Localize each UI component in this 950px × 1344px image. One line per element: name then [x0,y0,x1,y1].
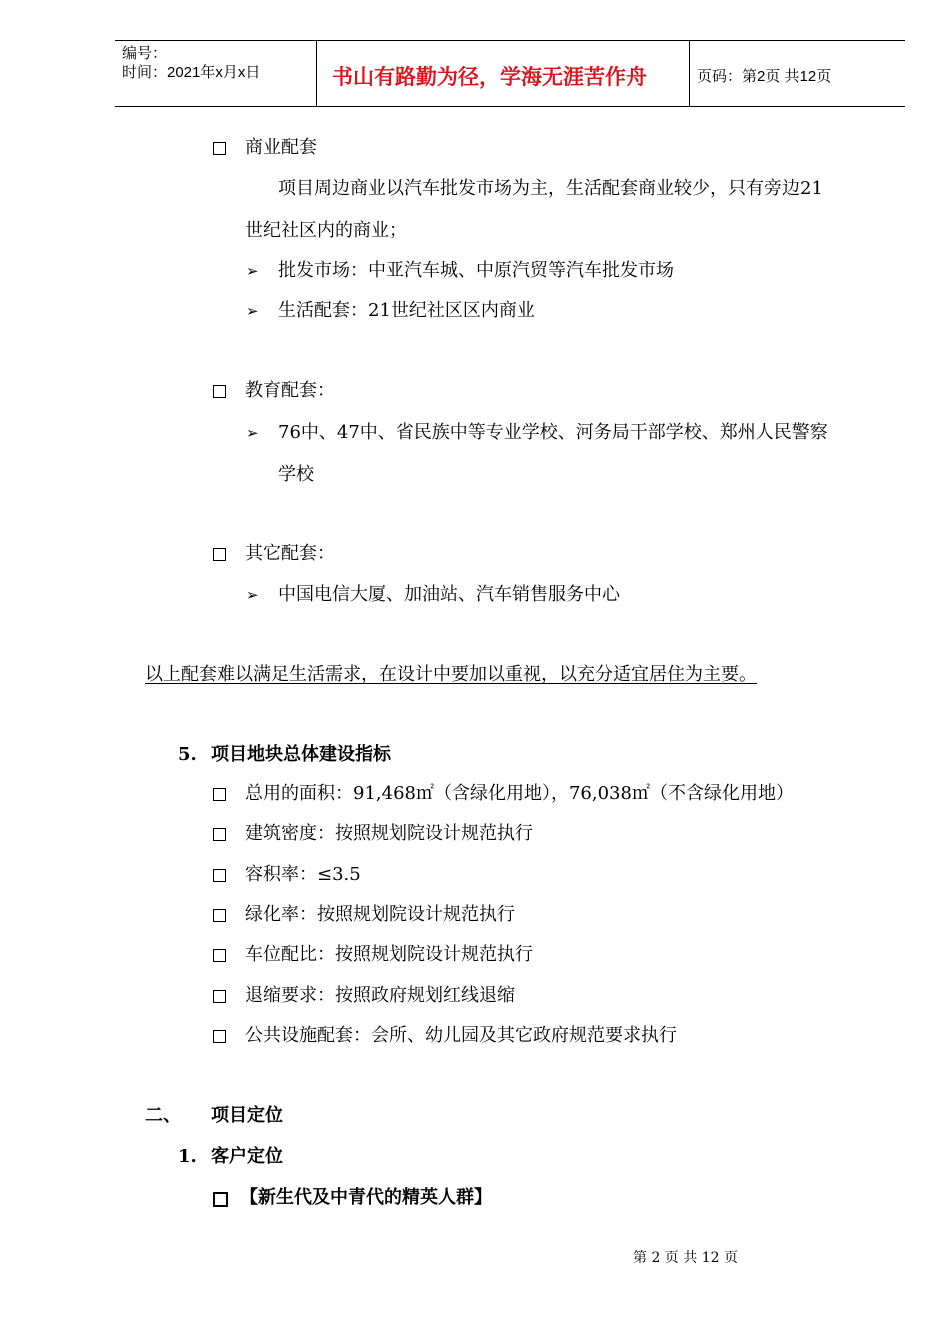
checkbox-bullet-icon [213,548,226,561]
part2-highlight: 【新生代及中青代的精英人群】 [240,1187,492,1208]
checkbox-bullet-icon [213,909,226,922]
checkbox-bullet-icon [213,788,226,801]
commercial-item: 生活配套：21世纪社区区内商业 [278,300,535,321]
section5-item: 绿化率：按照规划院设计规范执行 [245,904,515,925]
header-bottom-rule [115,106,905,107]
part2-sub-title: 客户定位 [211,1146,283,1167]
section5-item: 容积率：≤3.5 [245,864,361,885]
header-motto: 书山有路勤为径，学海无涯苦作舟 [332,65,647,89]
other-item: 中国电信大厦、加油站、汽车销售服务中心 [278,584,620,605]
checkbox-bullet-icon [213,1192,228,1207]
arrow-bullet-icon: ➢ [246,302,259,320]
section5-item: 退缩要求：按照政府规划红线退缩 [245,985,515,1006]
part2-sub-number: 1. [178,1146,197,1167]
commercial-paragraph-line: 世纪社区内的商业； [245,220,407,241]
other-heading: 其它配套： [245,543,335,564]
commercial-paragraph-line: 项目周边商业以汽车批发市场为主，生活配套商业较少，只有旁边21 [278,178,823,199]
section5-item: 公共设施配套：会所、幼儿园及其它政府规范要求执行 [245,1025,677,1046]
header-page-info: 页码：第2页 共12页 [697,68,832,85]
checkbox-bullet-icon [213,828,226,841]
checkbox-bullet-icon [213,385,226,398]
checkbox-bullet-icon [213,142,226,155]
education-item-line: 学校 [278,464,314,485]
header-top-rule [115,40,905,41]
section5-item: 总用的面积：91,468㎡（含绿化用地），76,038㎡（不含绿化用地） [245,783,794,804]
section5-title: 项目地块总体建设指标 [211,744,391,765]
section5-number: 5. [178,744,197,765]
education-heading: 教育配套： [245,380,335,401]
page-footer: 第 2 页 共 12 页 [633,1250,738,1266]
part2-title: 项目定位 [211,1105,283,1126]
arrow-bullet-icon: ➢ [246,586,259,604]
header-divider [689,40,690,106]
header-divider [316,40,317,106]
section5-item: 建筑密度：按照规划院设计规范执行 [245,823,533,844]
arrow-bullet-icon: ➢ [246,262,259,280]
checkbox-bullet-icon [213,1030,226,1043]
education-item-line: 76中、47中、省民族中等专业学校、河务局干部学校、郑州人民警察 [278,422,828,443]
section5-item: 车位配比：按照规划院设计规范执行 [245,944,533,965]
commercial-heading: 商业配套 [245,137,317,158]
summary-text: 以上配套难以满足生活需求，在设计中要加以重视，以充分适宜居住为主要。 [145,664,757,685]
header-number-label: 编号： [122,45,168,62]
part2-number: 二、 [145,1105,181,1126]
arrow-bullet-icon: ➢ [246,424,259,442]
header-time-label: 时间：2021年x月x日 [122,64,261,81]
checkbox-bullet-icon [213,869,226,882]
commercial-item: 批发市场：中亚汽车城、中原汽贸等汽车批发市场 [278,260,674,281]
checkbox-bullet-icon [213,990,226,1003]
checkbox-bullet-icon [213,949,226,962]
